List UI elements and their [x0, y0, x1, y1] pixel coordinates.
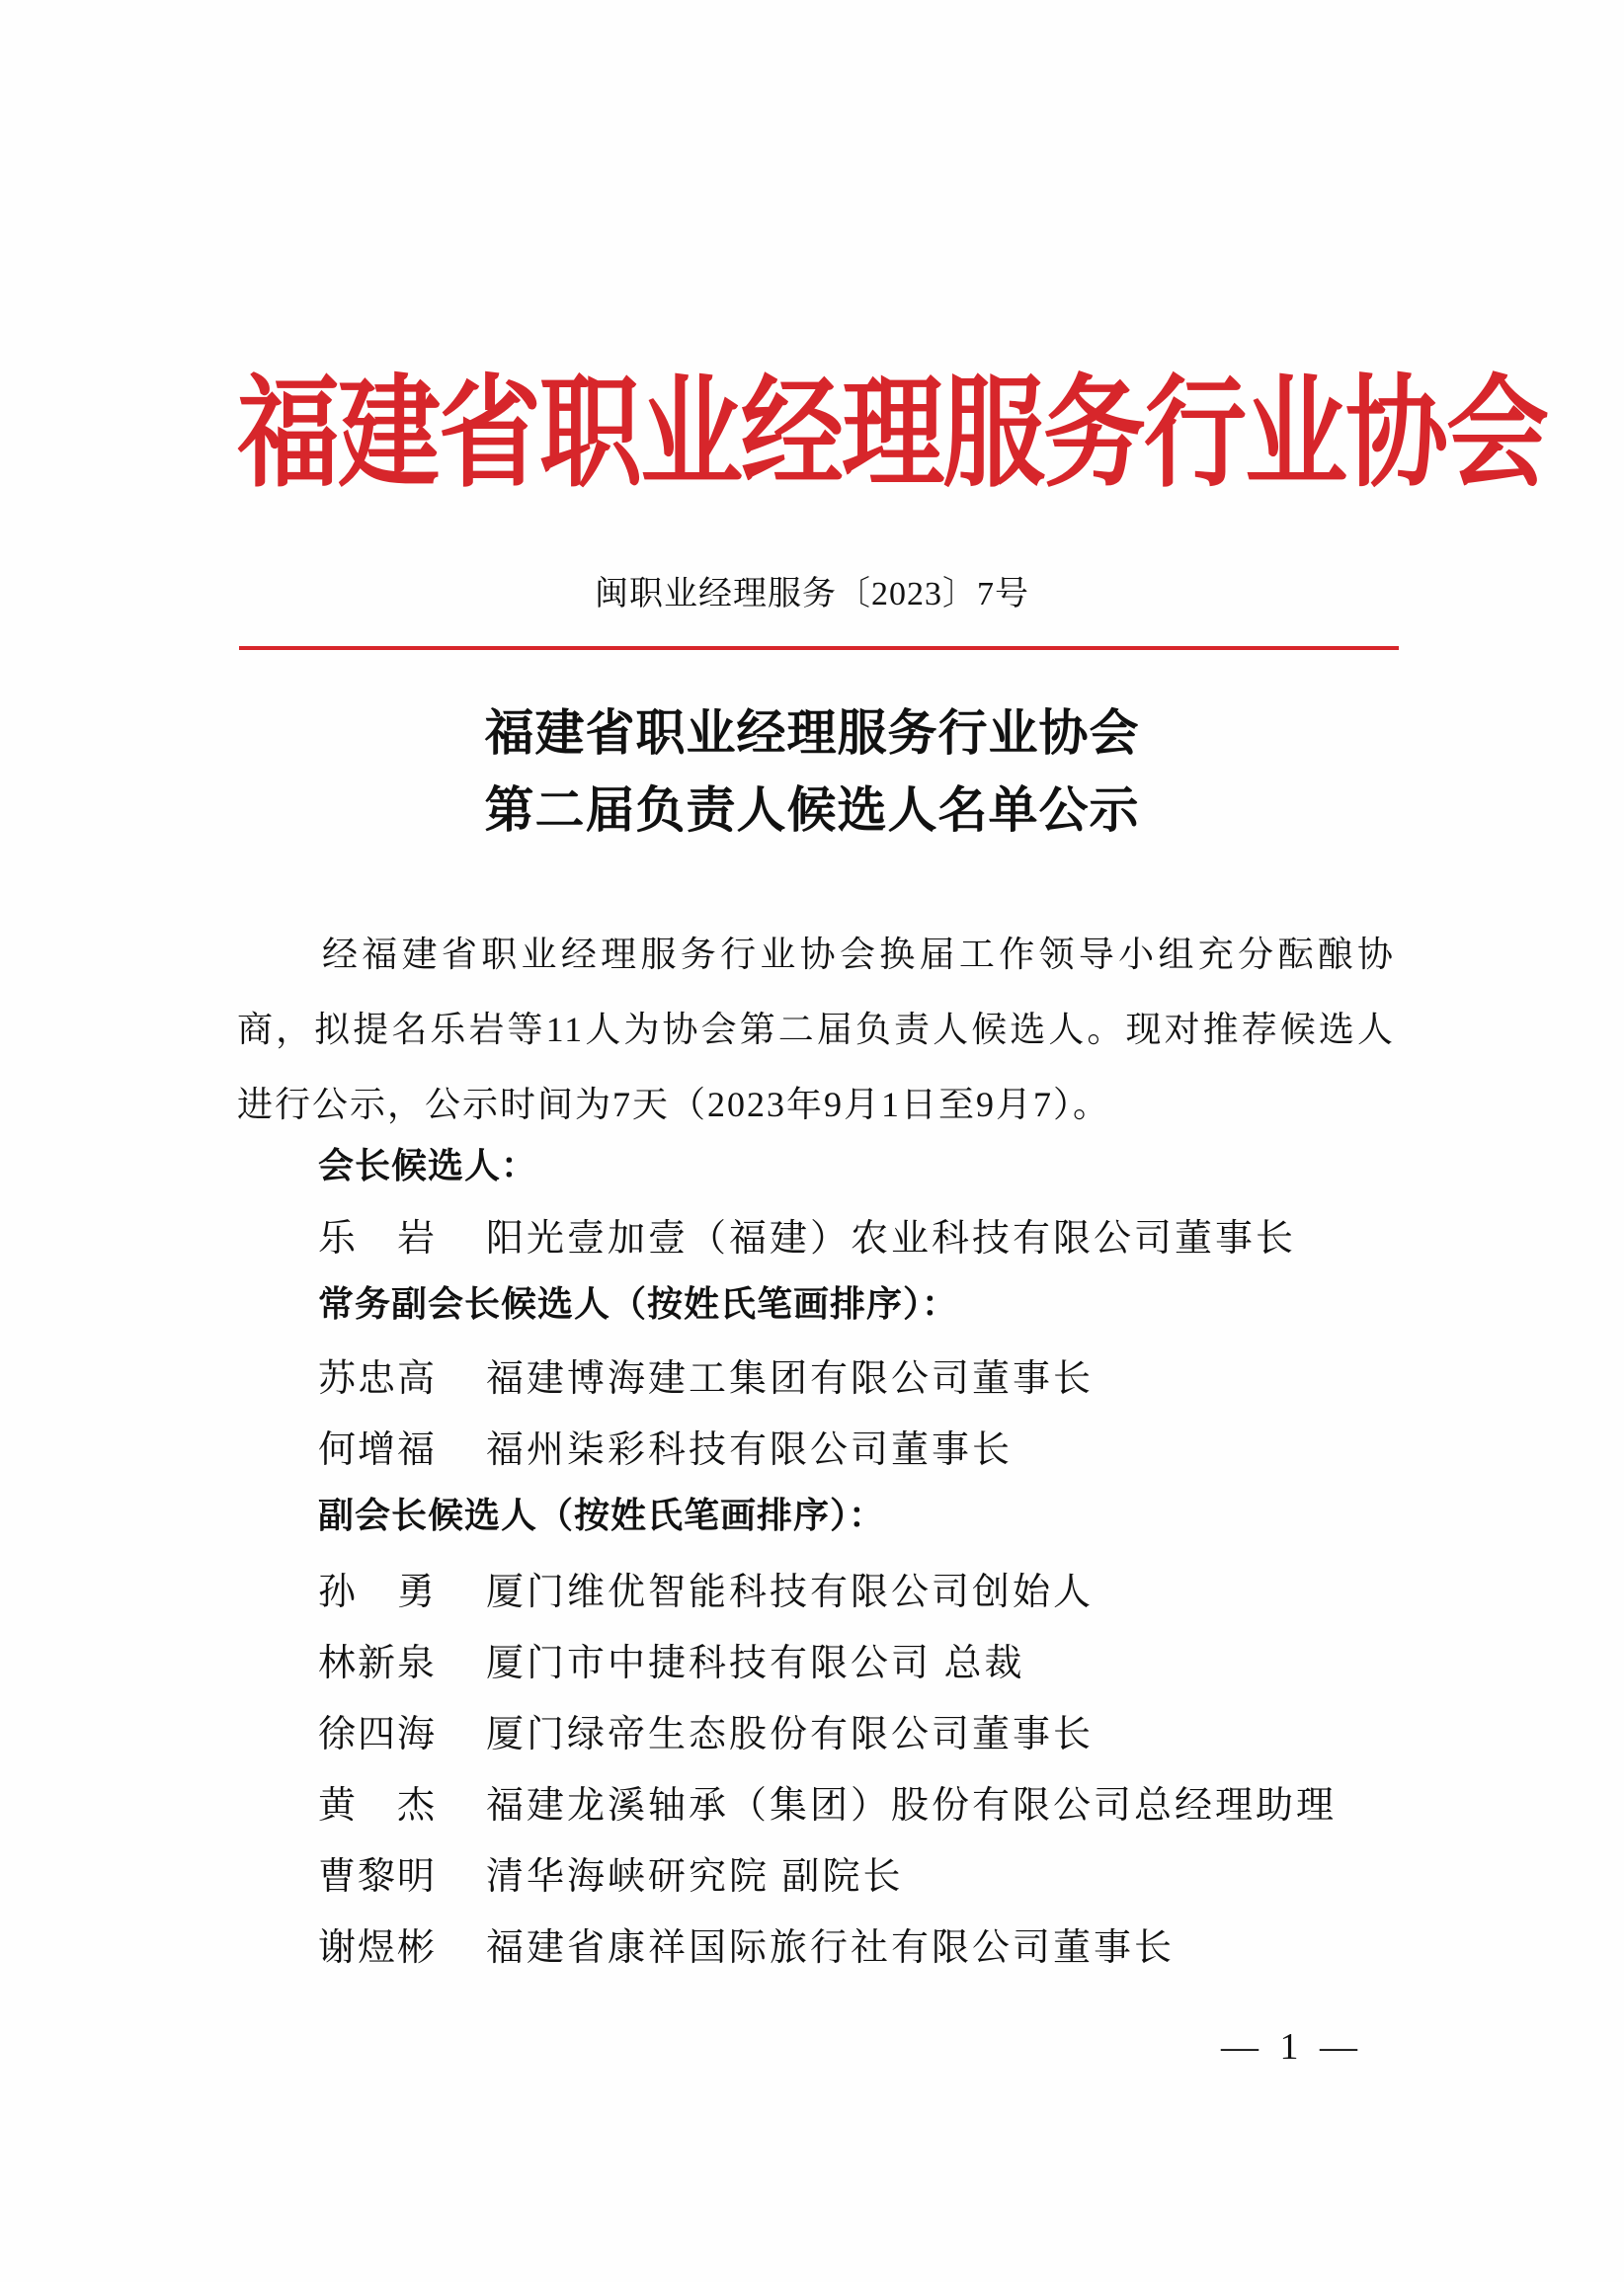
vp-section-label: 副会长候选人（按姓氏笔画排序）： — [318, 1496, 886, 1536]
candidate-org: 清华海峡研究院 副院长 — [486, 1856, 904, 1898]
candidate-name: 苏忠高 — [318, 1358, 438, 1400]
candidate-row — [318, 1561, 1094, 1615]
candidate-row — [318, 1774, 1337, 1829]
candidate-row — [318, 1703, 1094, 1757]
candidate-org: 厦门绿帝生态股份有限公司董事长 — [486, 1714, 1095, 1755]
document-title-line1: 福建省职业经理服务行业协会 — [484, 703, 1140, 762]
candidate-org: 福州柒彩科技有限公司董事长 — [486, 1429, 1014, 1471]
candidate-name: 徐四海 — [318, 1714, 438, 1755]
candidate-name: 乐 岩 — [318, 1218, 438, 1260]
president-section-label: 会长候选人： — [318, 1146, 538, 1186]
page-number: — 1 — — [1221, 2026, 1363, 2068]
candidate-name: 孙 勇 — [318, 1572, 438, 1613]
candidate-org: 厦门市中捷科技有限公司 总裁 — [486, 1643, 1025, 1684]
candidate-row — [318, 1207, 1296, 1262]
candidate-row — [318, 1845, 904, 1900]
candidate-org: 福建省康祥国际旅行社有限公司董事长 — [486, 1927, 1176, 1969]
candidate-row — [318, 1916, 1175, 1971]
candidate-org: 阳光壹加壹（福建）农业科技有限公司董事长 — [486, 1218, 1297, 1260]
document-number: 闽职业经理服务〔2023〕7号 — [595, 576, 1029, 612]
candidate-name: 黄 杰 — [318, 1785, 438, 1827]
candidate-name: 曹黎明 — [318, 1856, 438, 1898]
executive-vp-section-label: 常务副会长候选人（按姓氏笔画排序）： — [318, 1284, 959, 1325]
candidate-name: 谢煜彬 — [318, 1927, 438, 1969]
candidate-name: 林新泉 — [318, 1643, 438, 1684]
candidate-name: 何增福 — [318, 1429, 438, 1471]
org-header-title: 福建省职业经理服务行业协会 — [237, 361, 1548, 505]
candidate-row — [318, 1632, 1025, 1686]
document-title-line2: 第二届负责人候选人名单公示 — [484, 780, 1140, 839]
candidate-org: 福建博海建工集团有限公司董事长 — [486, 1358, 1095, 1400]
candidate-row — [318, 1419, 1013, 1473]
header-divider — [239, 646, 1399, 650]
candidate-org: 厦门维优智能科技有限公司创始人 — [486, 1572, 1095, 1613]
candidate-row — [318, 1347, 1094, 1402]
candidate-org: 福建龙溪轴承（集团）股份有限公司总经理助理 — [486, 1785, 1338, 1827]
announcement-paragraph: 经福建省职业经理服务行业协会换届工作领导小组充分酝酿协商，拟提名乐岩等11人为协会第二届负责人候选人。现对推荐候选人进行公示，公示时间为7天（2023年9月1日至9月7）。 — [237, 935, 1395, 1124]
